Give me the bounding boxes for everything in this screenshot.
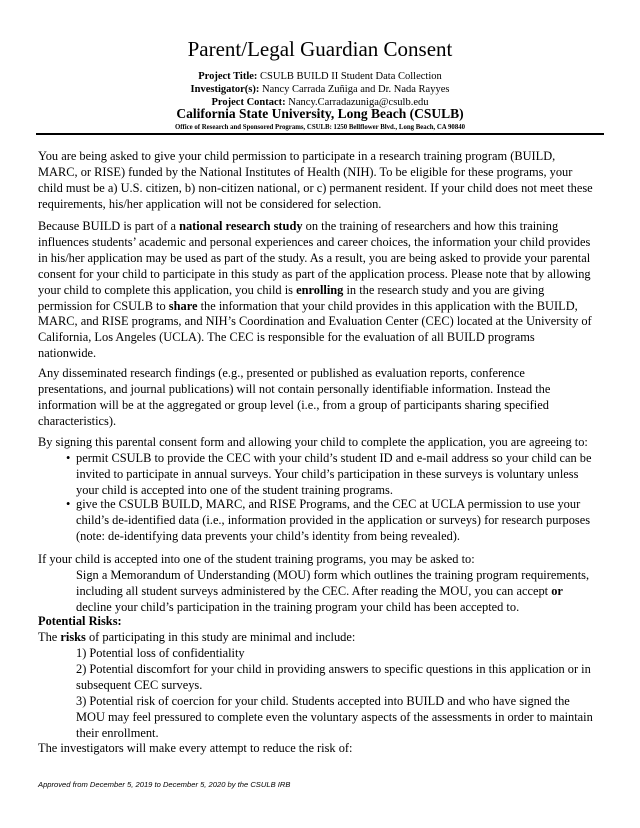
project-title-label: Project Title: <box>198 71 258 82</box>
text-line: decline your child’s participation in the training program your child has been accepted to. <box>76 599 520 614</box>
text-line: influences students’ academic and personal experiences and career choices, the information your child provides <box>38 234 591 249</box>
closing-line <box>38 741 606 757</box>
text-line: your child to complete this application, you child is enrolling in the research study and you are giving <box>38 282 545 297</box>
office-address: Office of Research and Sponsored Programs, CSULB: 1250 Bellflower Blvd., Long Beach, CA 90840 <box>174 124 466 131</box>
text-line: permit CSULB to provide the CEC with your child’s student ID and e-mail address so your child can be <box>76 451 592 465</box>
text-line: give the CSULB BUILD, MARC, and RISE Programs, and the CEC at UCLA permission to use your <box>76 497 581 511</box>
bold-share: share <box>168 298 198 313</box>
bullet-2-text <box>76 497 604 545</box>
text-line: By signing this parental consent form and allowing your child to complete the application, you are agreeing to: <box>38 435 588 449</box>
risks-section <box>38 614 606 646</box>
project-title-value: CSULB BUILD II Student Data Collection <box>260 71 442 82</box>
risks-intro: The risks of participating in this study are minimal and include: <box>38 629 356 644</box>
text-line: Any disseminated research findings (e.g., presented or published as evaluation reports, conference <box>38 366 525 380</box>
findings-paragraph <box>38 366 606 430</box>
university-name: California State University, Long Beach (CSULB) <box>176 106 464 121</box>
text-line: Because BUILD is part of a national research study on the training of researchers and how this training <box>38 219 559 233</box>
investigators-label: Investigator(s): <box>190 84 260 95</box>
project-title-line <box>0 70 640 83</box>
document-title: Parent/Legal Guardian Consent <box>187 37 453 61</box>
risk-item: their enrollment. <box>76 725 159 740</box>
text-line: permission for CSULB to share the information that your child provides in this application with the BUILD, <box>38 298 578 313</box>
text-line: your child is accepted into one of the student training programs. <box>76 482 393 497</box>
bold-or: or <box>551 583 563 598</box>
text-line: consent for your child to participate in this study as part of the application process. Please note that by allowing <box>38 266 591 281</box>
text-line: requirements, his/her application will not be considered for selection. <box>38 196 382 211</box>
text-line: child must be a) U.S. citizen, b) non-citizen national, or c) permanent resident. If your child does not meet these <box>38 180 593 195</box>
text-line: If your child is accepted into one of the student training programs, you may be asked to: <box>38 552 475 566</box>
risk-item: subsequent CEC surveys. <box>76 677 203 692</box>
text-line: California, Los Angeles (UCLA). The CEC is responsible for the evaluation of all BUILD programs <box>38 330 535 345</box>
text-line: child’s de-identified data (i.e., information provided in the application or surveys) for research purposes <box>76 512 591 527</box>
text-line: nationwide. <box>38 346 97 361</box>
text-line: characteristics). <box>38 413 117 428</box>
text-line: information will be at the aggregated or group level (i.e., from a group of participants sharing specified <box>38 397 549 412</box>
contact-value: Nancy.Carradazuniga@csulb.edu <box>288 97 429 108</box>
bullet-2-marker: • <box>66 497 71 511</box>
investigators-value: Nancy Carrada Zuñiga and Dr. Nada Rayyes <box>261 84 450 95</box>
contact-label: Project Contact: <box>211 97 286 108</box>
eligibility-paragraph <box>38 149 606 213</box>
text-line: (note: de-identifying data prevents your child’s identity from being revealed). <box>76 528 460 543</box>
text-line: presentations, and journal publications) will not contain personally identifiable information. Instead the <box>38 381 551 396</box>
investigators-line <box>0 83 640 96</box>
text-line: invited to participate in annual surveys. Your child’s participation in these surveys is voluntary unless <box>76 466 579 481</box>
bullet-1-marker: • <box>66 451 71 465</box>
risks-list <box>76 646 606 741</box>
text-line: The investigators will make every attempt to reduce the risk of: <box>38 741 353 755</box>
mou-text <box>76 568 606 616</box>
bold-risks: risks <box>60 629 86 644</box>
risks-heading: Potential Risks: <box>38 614 122 628</box>
text-line: MARC, or RISE) funded by the National Institutes of Health (NIH). To be eligible for these programs, your <box>38 164 573 179</box>
bold-enrolling: enrolling <box>296 282 344 297</box>
text-line: in his/her application may be used as part of the study. As a result, you are being asked to provide your parental <box>38 250 591 265</box>
text-line: MARC, and RISE programs, and NIH’s Coordination and Evaluation Center (CEC) located at the University of <box>38 314 592 329</box>
text-line: including all student surveys administered by the CEC. After reading the MOU, you can accept or <box>76 583 563 598</box>
risk-item: 2) Potential discomfort for your child in providing answers to specific questions in this application or in <box>76 661 591 676</box>
study-paragraph <box>38 219 606 362</box>
agreement-intro <box>38 435 606 451</box>
bullet-1-text <box>76 451 604 499</box>
risk-item: 1) Potential loss of confidentiality <box>76 646 245 660</box>
header-divider <box>36 133 604 135</box>
irb-approval-footer: Approved from December 5, 2019 to December 5, 2020 by the CSULB IRB <box>38 780 291 789</box>
bold-national-research-study: national research study <box>179 219 303 233</box>
text-line: Sign a Memorandum of Understanding (MOU) form which outlines the training program requirements, <box>76 568 590 582</box>
accepted-intro <box>38 552 606 568</box>
risk-item: MOU may feel pressured to complete even the voluntary aspects of the assessments in order to maintain <box>76 709 593 724</box>
text-line: You are being asked to give your child permission to participate in a research training program (BUILD, <box>38 149 556 163</box>
risk-item: 3) Potential risk of coercion for your child. Students accepted into BUILD and who have signed the <box>76 693 570 708</box>
